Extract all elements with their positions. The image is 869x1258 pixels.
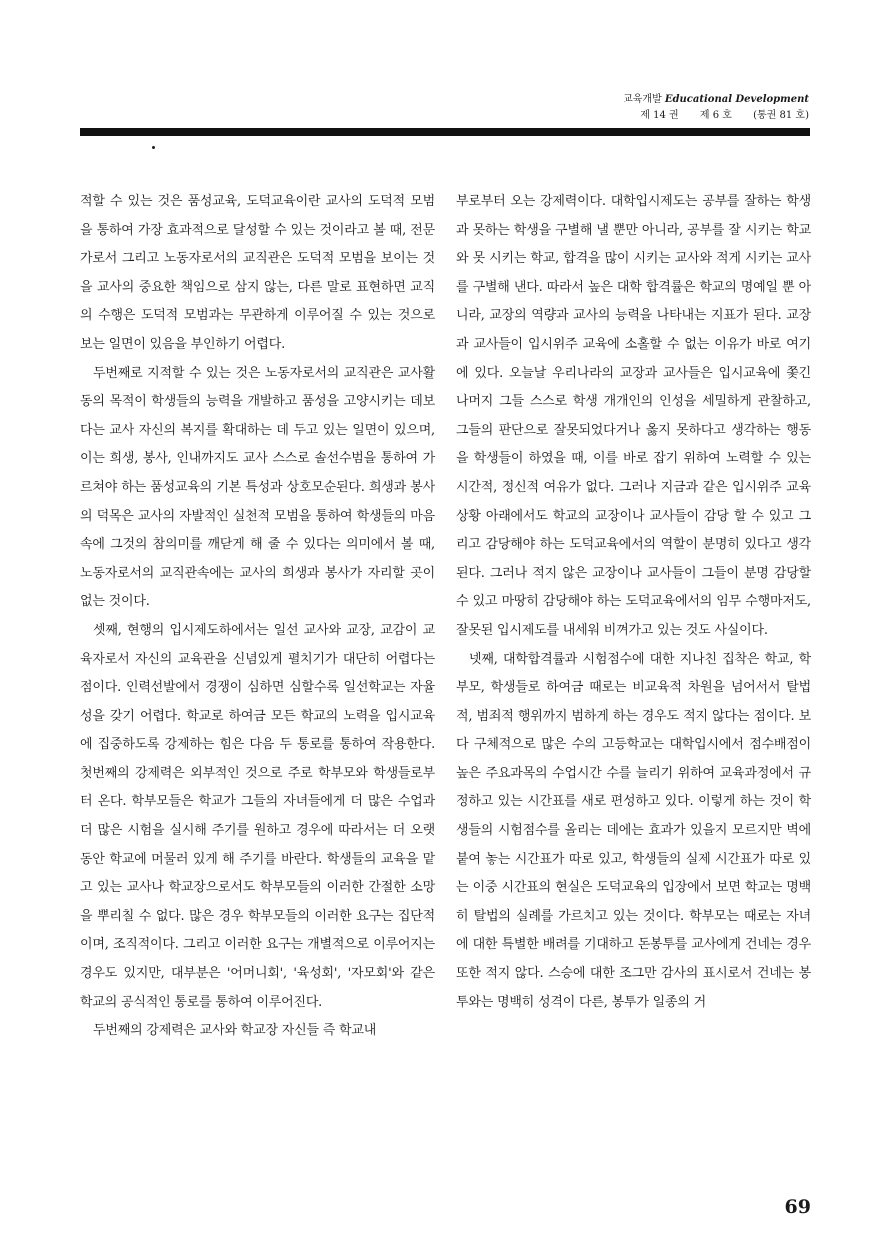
journal-title-en: Educational Development	[664, 94, 809, 105]
stray-dot	[152, 146, 155, 149]
paragraph: 부로부터 오는 강제력이다. 대학입시제도는 공부를 잘하는 학생과 못하는 학생을 구별해 낼 뿐만 아니라, 공부를 잘 시키는 학교와 못 시키는 학교, 합격을 많이 시키는 교사와 적게 시키는 교사를 구별해 낸다. 따라서 높은 대학 합격률은 학교의 명예일 뿐 아니라, 교장의 역량과 교사의 능력을 나타내는 지표가 된다. 교장과 교사들이 입시위주 교육에 소홀할 수 없는 이유가 바로 여기에 있다. 오늘날 우리나라의 교장과 교사들은 입시교육에 쫓긴 나머지 그들 스스로 학생 개개인의 인성을 세밀하게 관찰하고, 그들의 판단으로 잘못되었다거나 옳지 못하다고 생각하는 행동을 학생들이 하였을 때, 이를 바로 잡기 위하여 노력할 수 있는 시간적, 정신적 여유가 없다. 그러나 지금과 같은 입시위주 교육상황 아래에서도 학교의 교장이나 교사들이 감당 할 수 있고 그리고 감당해야 하는 도덕교육에서의 역할이 분명히 있다고 생각된다. 그러나 적지 않은 교장이나 교사들이 그들이 분명 감당할 수 있고 마땅히 감당해야 하는 도덕교육에서의 임무 수행마저도, 잘못된 입시제도를 내세워 비껴가고 있는 것도 사실이다.	[456, 194, 811, 638]
paragraph: 두번째로 지적할 수 있는 것은 노동자로서의 교직관은 교사활동의 목적이 학생들의 능력을 개발하고 품성을 고양시키는 데보다는 교사 자신의 복지를 확대하는 데 두고 있는 일면이 있으며, 이는 희생, 봉사, 인내까지도 교사 스스로 솔선수범을 통하여 가르쳐야 하는 품성교육의 기본 특성과 상호모순된다. 희생과 봉사의 덕목은 교사의 자발적인 실천적 모범을 통하여 학생들의 마음속에 그것의 참의미를 깨닫게 해 줄 수 있다는 의미에서 볼 때, 노동자로서의 교직관속에는 교사의 희생과 봉사가 자리할 곳이 없는 것이다.	[80, 365, 435, 610]
paragraph: 두번째의 강제력은 교사와 학교장 자신들 즉 학교내	[93, 1023, 377, 1039]
journal-title-ko: 교육개발	[623, 94, 662, 105]
journal-header	[623, 92, 809, 124]
volume-number: 제 14 권	[640, 110, 679, 121]
total-issue-number: (통권 81 호)	[753, 110, 809, 121]
journal-title	[623, 92, 809, 108]
paragraph: 넷째, 대학합격률과 시험점수에 대한 지나친 집착은 학교, 학부모, 학생들로 하여금 때로는 비교육적 차원을 넘어서서 탈법적, 범죄적 행위까지 범하게 하는 경우도 적지 않다는 점이다. 보다 구체적으로 많은 수의 고등학교는 대학입시에서 점수배점이 높은 주요과목의 수업시간 수를 늘리기 위하여 교육과정에서 규정하고 있는 시간표를 새로 편성하고 있다. 이렇게 하는 것이 학생들의 시험점수를 올리는 데에는 효과가 있을지 모르지만 벽에 붙여 놓는 시간표가 따로 있고, 학생들의 실제 시간표가 따로 있는 이중 시간표의 현실은 도덕교육의 입장에서 보면 학교는 명백히 탈법의 실례를 가르치고 있는 것이다. 학부모는 때로는 자녀에 대한 특별한 배려를 기대하고 돈봉투를 교사에게 건네는 경우 또한 적지 않다. 스승에 대한 조그만 감사의 표시로서 건네는 봉투와는 명백히 성격이 다른, 봉투가 일종의 거	[456, 651, 811, 1010]
paragraph: 셋째, 현행의 입시제도하에서는 일선 교사와 교장, 교감이 교육자로서 자신의 교육관을 신념있게 펼치기가 대단히 어렵다는 점이다. 인력선발에서 경쟁이 심하면 심할수록 일선학교는 자율성을 갖기 어렵다. 학교로 하여금 모든 학교의 노력을 입시교육에 집중하도록 강제하는 힘은 다음 두 통로를 통하여 작용한다. 첫번째의 강제력은 외부적인 것으로 주로 학부모와 학생들로부터 온다. 학부모들은 학교가 그들의 자녀들에게 더 많은 수업과 더 많은 시험을 실시해 주기를 원하고 경우에 따라서는 더 오랫동안 학교에 머물러 있게 해 주기를 바란다. 학생들의 교육을 맡고 있는 교사나 학교장으로서도 학부모들의 이러한 간절한 소망을 뿌리칠 수 없다. 많은 경우 학부모들의 이러한 요구는 집단적이며, 조직적이다. 그리고 이러한 요구는 개별적으로 이루어지는 경우도 있지만, 대부분은 '어머니회', '육성회', '자모회'와 같은 학교의 공식적인 통로를 통하여 이루어진다.	[80, 622, 435, 1010]
page-number: 69	[784, 1196, 811, 1218]
issue-info	[623, 108, 809, 124]
header-rule	[80, 128, 810, 136]
right-column	[456, 188, 811, 1017]
paragraph: 적할 수 있는 것은 품성교육, 도덕교육이란 교사의 도덕적 모범을 통하여 가장 효과적으로 달성할 수 있는 것이라고 볼 때, 전문가로서 그리고 노동자로서의 교직관은 도덕적 모범을 보이는 것을 교사의 중요한 책임으로 삼지 않는, 다른 말로 표현하면 교직의 수행은 도덕적 모범과는 무관하게 이루어질 수 있는 것으로 보는 일면이 있음을 부인하기 어렵다.	[80, 194, 435, 352]
left-column	[80, 188, 435, 1046]
issue-number: 제 6 호	[699, 110, 732, 121]
